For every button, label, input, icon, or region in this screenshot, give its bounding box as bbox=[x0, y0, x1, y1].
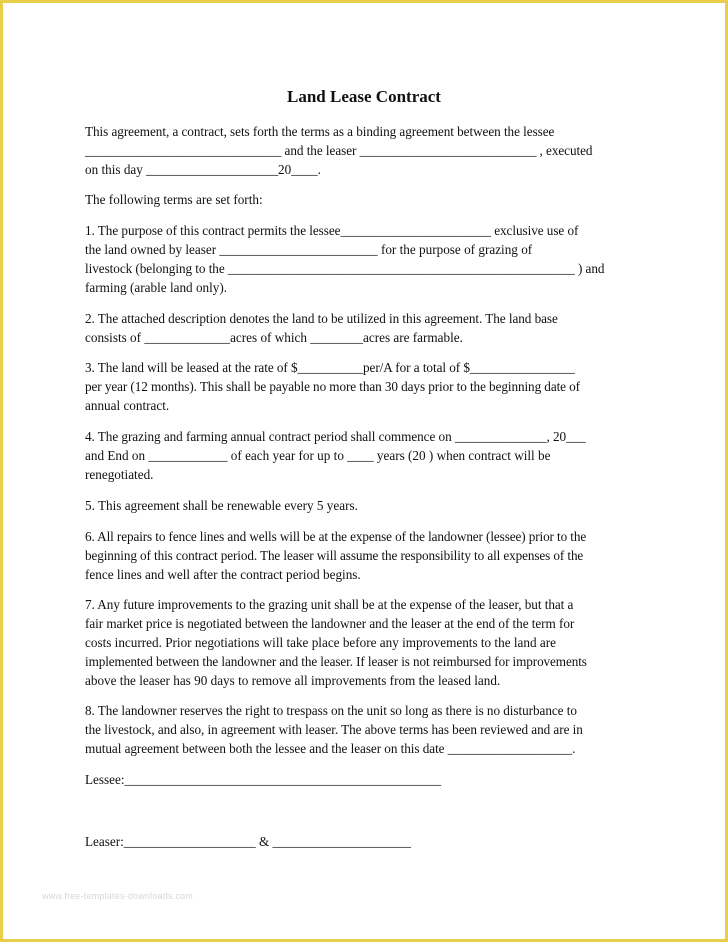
term-7-line-5: above the leaser has 90 days to remove all improvements from the leased land. bbox=[85, 673, 501, 688]
term-6-line-2: beginning of this contract period. The leaser will assume the responsibility to all expenses of the bbox=[85, 548, 584, 563]
document-title: Land Lease Contract bbox=[287, 87, 441, 106]
term-3-line-3: annual contract. bbox=[85, 398, 170, 413]
term-6-line-3: fence lines and well after the contract period begins. bbox=[85, 567, 361, 582]
paragraph-intro-line-1: This agreement, a contract, sets forth the terms as a binding agreement between the lessee bbox=[85, 124, 555, 139]
term-7-line-4: implemented between the landowner and the leaser. If leaser is not reimbursed for improvements bbox=[85, 654, 587, 669]
term-4-line-3: renegotiated. bbox=[85, 467, 154, 482]
term-7-line-3: costs incurred. Prior negotiations will take place before any improvements to the land are bbox=[85, 635, 556, 650]
lessee-signature-line: Lessee:________________________________________________ bbox=[85, 772, 442, 787]
term-8-line-3: mutual agreement between both the lessee and the leaser on this date ___________________. bbox=[85, 741, 576, 756]
term-4-line-2: and End on ____________ of each year for up to ____ years (20 ) when contract will be bbox=[85, 448, 551, 463]
term-7-line-2: fair market price is negotiated between the landowner and the leaser at the end of the term for bbox=[85, 616, 575, 631]
source-watermark: www.free-templates-downloads.com bbox=[42, 891, 193, 901]
leaser-signature-line: Leaser:____________________ & _____________________ bbox=[85, 834, 411, 849]
term-8-line-1: 8. The landowner reserves the right to trespass on the unit so long as there is no disturbance to bbox=[85, 703, 577, 718]
terms-heading: The following terms are set forth: bbox=[85, 192, 263, 207]
paragraph-intro-line-3: on this day ____________________20____. bbox=[85, 162, 321, 177]
term-1-line-2: the land owned by leaser ________________________ for the purpose of grazing of bbox=[85, 242, 533, 257]
term-3-line-1: 3. The land will be leased at the rate of $__________per/A for a total of $________________ bbox=[85, 360, 575, 375]
term-1-line-1: 1. The purpose of this contract permits the lessee_______________________ exclusive use of bbox=[85, 223, 579, 238]
term-2-line-1: 2. The attached description denotes the land to be utilized in this agreement. The land base bbox=[85, 311, 558, 326]
term-2-line-2: consists of _____________acres of which ________acres are farmable. bbox=[85, 330, 463, 345]
term-5-line-1: 5. This agreement shall be renewable every 5 years. bbox=[85, 498, 358, 513]
paragraph-intro-line-2: ______________________________ and the leaser ___________________________ , executed bbox=[85, 143, 593, 158]
term-4-line-1: 4. The grazing and farming annual contract period shall commence on ______________, 20___ bbox=[85, 429, 586, 444]
term-1-line-3: livestock (belonging to the _____________________________________________________ ) and bbox=[85, 261, 605, 276]
term-1-line-4: farming (arable land only). bbox=[85, 280, 228, 295]
term-7-line-1: 7. Any future improvements to the grazing unit shall be at the expense of the leaser, but that a bbox=[85, 597, 574, 612]
term-3-line-2: per year (12 months). This shall be payable no more than 30 days prior to the beginning date of bbox=[85, 379, 580, 394]
term-8-line-2: the livestock, and also, in agreement with leaser. The above terms has been reviewed and are in bbox=[85, 722, 583, 737]
term-6-line-1: 6. All repairs to fence lines and wells will be at the expense of the landowner (lessee) prior to the bbox=[85, 529, 587, 544]
